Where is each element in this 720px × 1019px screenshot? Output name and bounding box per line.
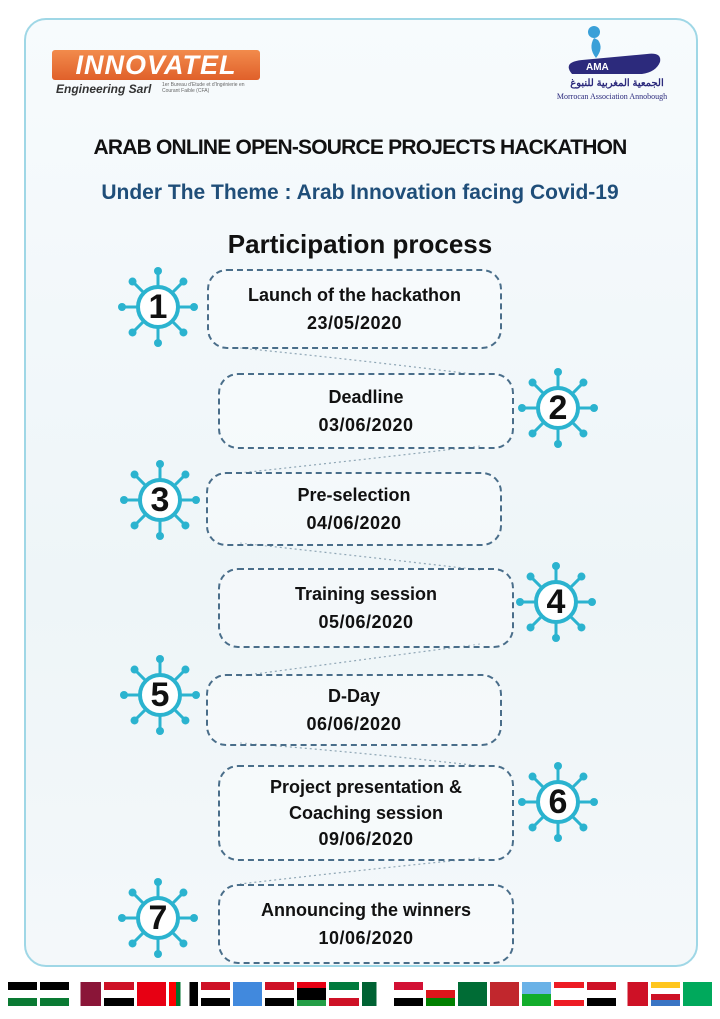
step-4-date: 05/06/2020 xyxy=(318,612,414,632)
flag-comoros-icon xyxy=(651,982,680,1006)
step-4-label: Training session xyxy=(294,584,438,604)
flag-libya-icon xyxy=(297,982,326,1006)
step-7-number: 7 xyxy=(148,899,168,937)
step-1-date: 23/05/2020 xyxy=(306,313,403,333)
flag-sudan-icon xyxy=(394,982,423,1006)
step-5-label: D-Day xyxy=(327,686,380,706)
ama-arabic-name: الجمعية المغربية للنبوغ xyxy=(570,78,664,89)
flag-uae-icon xyxy=(169,982,198,1006)
flag-morocco-icon xyxy=(490,982,519,1006)
step-7-virus-icon xyxy=(116,876,200,960)
step-6-label-line2: Coaching session xyxy=(288,803,444,823)
section-title: Participation process xyxy=(227,229,493,259)
flag-syria-icon xyxy=(104,982,133,1006)
flag-djibouti-icon xyxy=(522,982,551,1006)
step-7-label: Announcing the winners xyxy=(261,900,471,920)
ama-badge: AMA xyxy=(586,62,609,73)
innovatel-subtitle: Engineering Sarl xyxy=(56,82,152,96)
poster-theme: Under The Theme : Arab Innovation facing Covid-19 xyxy=(101,181,619,204)
step-2-date: 03/06/2020 xyxy=(318,415,414,435)
step-4-virus-icon xyxy=(514,560,598,644)
step-1-virus-icon xyxy=(116,265,200,349)
step-6-number: 6 xyxy=(548,783,568,821)
step-1-label: Launch of the hackathon xyxy=(247,285,461,305)
step-6-box xyxy=(218,765,514,861)
step-5-virus-icon xyxy=(118,653,202,737)
flag-saudi-icon xyxy=(458,982,487,1006)
step-3-label: Pre-selection xyxy=(297,485,411,505)
step-2-box xyxy=(218,373,514,449)
flag-algeria-icon xyxy=(362,982,391,1006)
flag-egypt-icon xyxy=(265,982,294,1006)
innovatel-brand: INNOVATEL xyxy=(52,50,260,80)
step-4-box xyxy=(218,568,514,648)
step-1-number: 1 xyxy=(148,288,168,326)
flag-qatar-icon xyxy=(72,982,101,1006)
flag-mauritania-icon xyxy=(683,982,712,1006)
step-4-number: 4 xyxy=(546,583,566,621)
arab-flags-strip xyxy=(8,982,712,1006)
step-6-date: 09/06/2020 xyxy=(318,829,414,849)
step-5-date: 06/06/2020 xyxy=(306,714,402,734)
step-2-virus-icon xyxy=(516,366,600,450)
flag-jordan-icon xyxy=(40,982,69,1006)
step-5-number: 5 xyxy=(150,676,170,714)
ama-english-name: Morrocan Association Annobough xyxy=(556,92,668,101)
step-3-virus-icon xyxy=(118,458,202,542)
flag-kuwait-icon xyxy=(329,982,358,1006)
step-6-virus-icon xyxy=(516,760,600,844)
step-7-box xyxy=(218,884,514,964)
flag-lebanon-icon xyxy=(554,982,583,1006)
flag-yemen-icon xyxy=(201,982,230,1006)
step-3-date: 04/06/2020 xyxy=(306,513,402,533)
step-6-label: Project presentation & xyxy=(269,777,463,797)
flag-bahrain-icon xyxy=(619,982,648,1006)
step-3-box xyxy=(206,472,502,546)
step-1-box xyxy=(207,269,502,349)
step-7-date: 10/06/2020 xyxy=(318,928,414,948)
step-2-number: 2 xyxy=(548,389,568,427)
flag-iraq-icon xyxy=(587,982,616,1006)
step-3-number: 3 xyxy=(150,481,170,519)
flag-somalia-icon xyxy=(233,982,262,1006)
poster-title: ARAB ONLINE OPEN-SOURCE PROJECTS HACKATHON xyxy=(93,136,627,159)
step-5-box xyxy=(206,674,502,746)
step-2-label: Deadline xyxy=(328,387,404,407)
flag-palestine-icon xyxy=(8,982,37,1006)
flag-tunisia-icon xyxy=(137,982,166,1006)
innovatel-tagline: 1er Bureau d'Etude et d'Ingénierie en Courant Faible (CFA) xyxy=(162,82,245,94)
flag-oman-icon xyxy=(426,982,455,1006)
